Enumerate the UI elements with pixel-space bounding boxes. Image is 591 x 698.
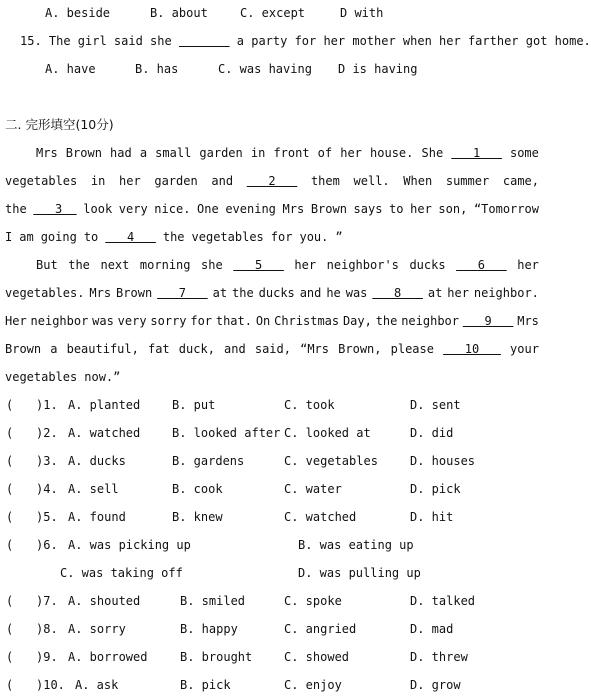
question-number: )7. xyxy=(36,594,58,608)
passage-word: sorry xyxy=(150,314,187,328)
option-c: C. looked at xyxy=(284,426,371,440)
option-d: D. talked xyxy=(410,594,476,608)
passage-word: the xyxy=(232,286,254,300)
question-number: )2. xyxy=(36,426,58,440)
passage-word: in xyxy=(250,146,266,160)
passage-word: says xyxy=(353,202,383,216)
passage-word: and xyxy=(299,286,322,300)
option-a: A. ducks xyxy=(68,454,126,468)
passage-word: “Tomorrow xyxy=(473,202,539,216)
passage-line xyxy=(0,368,543,386)
option-c: C. except xyxy=(240,6,306,20)
passage-word: vegetables xyxy=(191,230,264,244)
passage-word: the xyxy=(162,230,185,244)
question-number: )5. xyxy=(36,510,58,524)
option-b: B. knew xyxy=(172,510,223,524)
passage-word: I xyxy=(5,230,13,244)
passage-word: neighbor xyxy=(401,314,459,328)
passage-word: small xyxy=(155,146,192,160)
option-d: D. was pulling up xyxy=(298,566,421,580)
passage-word: front xyxy=(273,146,310,160)
answer-paren: ( xyxy=(6,594,14,608)
question-row xyxy=(0,396,543,414)
option-d: D. did xyxy=(410,426,454,440)
question-number: )3. xyxy=(36,454,58,468)
question-row xyxy=(0,676,543,694)
passage-word: summer xyxy=(445,174,490,188)
option-c: C. was having xyxy=(218,62,312,76)
question-row xyxy=(0,536,543,554)
question-row xyxy=(0,620,543,638)
option-a: A. shouted xyxy=(68,594,141,608)
option-d: D. pick xyxy=(410,482,461,496)
passage-word: garden xyxy=(154,174,198,188)
answer-paren: ( xyxy=(6,650,14,664)
option-b: B. about xyxy=(150,6,208,20)
passage-word: a xyxy=(50,342,58,356)
passage-word: Day, xyxy=(342,314,372,328)
section-heading xyxy=(0,116,543,134)
passage-line xyxy=(0,284,543,302)
question-number: )9. xyxy=(36,650,58,664)
passage-word: ducks xyxy=(258,286,295,300)
question-row xyxy=(0,424,543,442)
passage-word: But xyxy=(36,258,58,272)
option-b: B. smiled xyxy=(180,594,246,608)
passage-word: her xyxy=(119,174,141,188)
option-a: A. sorry xyxy=(68,622,126,636)
answer-paren: ( xyxy=(6,426,14,440)
question-15 xyxy=(0,32,591,50)
passage-word: her xyxy=(294,258,317,272)
passage-word: ducks xyxy=(409,258,446,272)
passage-word: vegetables. xyxy=(5,286,85,300)
passage-word: to xyxy=(83,230,99,244)
passage-word: he xyxy=(326,286,341,300)
passage-word: that. xyxy=(215,314,252,328)
option-c: C. enjoy xyxy=(284,678,342,692)
question-row xyxy=(0,592,543,610)
passage-word: next xyxy=(100,258,130,272)
passage-word: Christmas xyxy=(274,314,340,328)
question-row-continued xyxy=(0,564,543,582)
option-c: C. angried xyxy=(284,622,357,636)
passage-word: very xyxy=(117,314,147,328)
passage-word: neighbor's xyxy=(326,258,399,272)
answer-blank: 1 xyxy=(451,146,502,160)
option-b: B. brought xyxy=(180,650,253,664)
answer-blank: 9 xyxy=(462,314,514,328)
passage-word: Brown xyxy=(310,202,347,216)
question-number: )4. xyxy=(36,482,58,496)
answer-blank: 5 xyxy=(233,258,284,272)
answer-blank: 10 xyxy=(443,342,501,356)
passage-word: well. xyxy=(353,174,390,188)
passage-word: some xyxy=(509,146,539,160)
passage-word: Mrs xyxy=(89,286,112,300)
answer-paren: ( xyxy=(6,538,14,552)
passage-line xyxy=(0,256,543,274)
passage-word: said, xyxy=(254,342,291,356)
passage-word: garden xyxy=(199,146,243,160)
option-b: B. looked after xyxy=(172,426,281,440)
answer-paren: ( xyxy=(6,510,14,524)
option-c: C. showed xyxy=(284,650,350,664)
passage-word: On xyxy=(255,314,271,328)
option-d: D. houses xyxy=(410,454,476,468)
passage-word: came, xyxy=(502,174,539,188)
answer-paren: ( xyxy=(6,678,14,692)
passage-word: Brown xyxy=(116,286,153,300)
option-b: B. happy xyxy=(180,622,238,636)
passage-word: for xyxy=(190,314,213,328)
option-b: B. has xyxy=(135,62,179,76)
passage-line xyxy=(0,200,543,218)
question-number: )8. xyxy=(36,622,58,636)
passage-word: at xyxy=(212,286,228,300)
passage-word: fat xyxy=(147,342,170,356)
question-15-stem: 15. The girl said she a party for her mother when her farther got home. xyxy=(20,34,591,48)
passage-word: She xyxy=(421,146,444,160)
passage-word: for xyxy=(270,230,293,244)
passage-word: very xyxy=(118,202,148,216)
option-d: D. grow xyxy=(410,678,461,692)
answer-paren: ( xyxy=(6,482,14,496)
passage-word: you. xyxy=(299,230,329,244)
passage-line xyxy=(0,312,543,330)
question-number: )1. xyxy=(36,398,58,412)
passage-word: vegetables xyxy=(5,174,78,188)
passage-word: neighbor. xyxy=(473,286,539,300)
passage-word: was xyxy=(345,286,368,300)
passage-word: Brown, xyxy=(338,342,382,356)
passage-word: your xyxy=(510,342,539,356)
passage-word: her xyxy=(410,202,432,216)
passage-word: beautiful, xyxy=(66,342,139,356)
option-c: C. took xyxy=(284,398,335,412)
passage-word: Brown xyxy=(5,342,42,356)
passage-word: and xyxy=(211,174,234,188)
passage-line xyxy=(0,144,543,162)
question-15-options xyxy=(0,60,543,78)
passage-word: her xyxy=(447,286,469,300)
option-d: D is having xyxy=(338,62,418,76)
option-d: D. mad xyxy=(410,622,454,636)
passage-word: her xyxy=(517,258,539,272)
passage-word: was xyxy=(92,314,114,328)
option-c: C. water xyxy=(284,482,342,496)
option-b: B. put xyxy=(172,398,216,412)
passage-word: to xyxy=(389,202,404,216)
passage-word: Brown xyxy=(65,146,102,160)
question-number: )10. xyxy=(36,678,65,692)
answer-blank: 2 xyxy=(246,174,298,188)
passage-word: of xyxy=(317,146,333,160)
passage-word: and xyxy=(224,342,246,356)
passage-word: neighbor xyxy=(30,314,89,328)
passage-word: Mrs xyxy=(517,314,539,328)
answer-paren: ( xyxy=(6,398,14,412)
option-a: A. planted xyxy=(68,398,141,412)
passage-word: she xyxy=(201,258,223,272)
passage-word: look xyxy=(83,202,113,216)
answer-blank: 4 xyxy=(105,230,156,244)
passage-line xyxy=(0,172,543,190)
passage-word: Her xyxy=(5,314,27,328)
option-a: A. have xyxy=(45,62,96,76)
passage-line xyxy=(0,228,543,246)
answer-blank: 3 xyxy=(33,202,77,216)
option-a: A. watched xyxy=(68,426,141,440)
passage-word: going xyxy=(40,230,77,244)
option-a: A. borrowed xyxy=(68,650,148,664)
option-a: A. found xyxy=(68,510,126,524)
passage-word: had xyxy=(110,146,132,160)
passage-word: When xyxy=(403,174,433,188)
prev-question-options xyxy=(0,4,543,22)
question-row xyxy=(0,452,543,470)
passage-word: now.” xyxy=(84,370,121,384)
passage-line xyxy=(0,340,543,358)
option-d: D. hit xyxy=(410,510,454,524)
answer-paren: ( xyxy=(6,454,14,468)
passage-word: the xyxy=(375,314,398,328)
passage-word: am xyxy=(19,230,34,244)
option-d: D. sent xyxy=(410,398,461,412)
passage-word: duck, xyxy=(178,342,215,356)
answer-paren: ( xyxy=(6,622,14,636)
passage-word: in xyxy=(90,174,106,188)
passage-word: them xyxy=(310,174,340,188)
answer-blank xyxy=(179,34,230,48)
option-d: D. threw xyxy=(410,650,468,664)
option-c: C. spoke xyxy=(284,594,342,608)
option-b: B. gardens xyxy=(172,454,245,468)
passage-word: house. xyxy=(370,146,414,160)
option-b: B. cook xyxy=(172,482,223,496)
option-a: A. beside xyxy=(45,6,111,20)
passage-word: nice. xyxy=(154,202,191,216)
passage-word: Mrs xyxy=(282,202,305,216)
passage-word: the xyxy=(68,258,90,272)
question-row xyxy=(0,480,543,498)
passage-word: One xyxy=(197,202,219,216)
option-c: C. watched xyxy=(284,510,357,524)
answer-blank: 7 xyxy=(157,286,208,300)
passage-word: vegetables xyxy=(5,370,78,384)
passage-word: evening xyxy=(225,202,276,216)
option-a: A. was picking up xyxy=(68,538,191,552)
option-b: B. was eating up xyxy=(298,538,414,552)
option-a: A. ask xyxy=(75,678,119,692)
section-title: 二. 完形填空(10分) xyxy=(5,117,114,132)
question-row xyxy=(0,508,543,526)
passage-word: son, xyxy=(438,202,468,216)
passage-word: Mrs xyxy=(36,146,58,160)
passage-word: at xyxy=(427,286,443,300)
passage-word: morning xyxy=(139,258,191,272)
passage-word: “Mrs xyxy=(300,342,330,356)
passage-word: the xyxy=(5,202,27,216)
question-number: )6. xyxy=(36,538,58,552)
question-row xyxy=(0,648,543,666)
answer-blank: 8 xyxy=(372,286,423,300)
option-b: B. pick xyxy=(180,678,231,692)
passage-word: her xyxy=(340,146,362,160)
option-a: A. sell xyxy=(68,482,119,496)
option-c: C. vegetables xyxy=(284,454,378,468)
option-d: D with xyxy=(340,6,384,20)
passage-word: please xyxy=(390,342,434,356)
passage-word: ” xyxy=(335,230,343,244)
answer-blank: 6 xyxy=(456,258,507,272)
passage-word: a xyxy=(139,146,148,160)
option-c: C. was taking off xyxy=(60,566,183,580)
